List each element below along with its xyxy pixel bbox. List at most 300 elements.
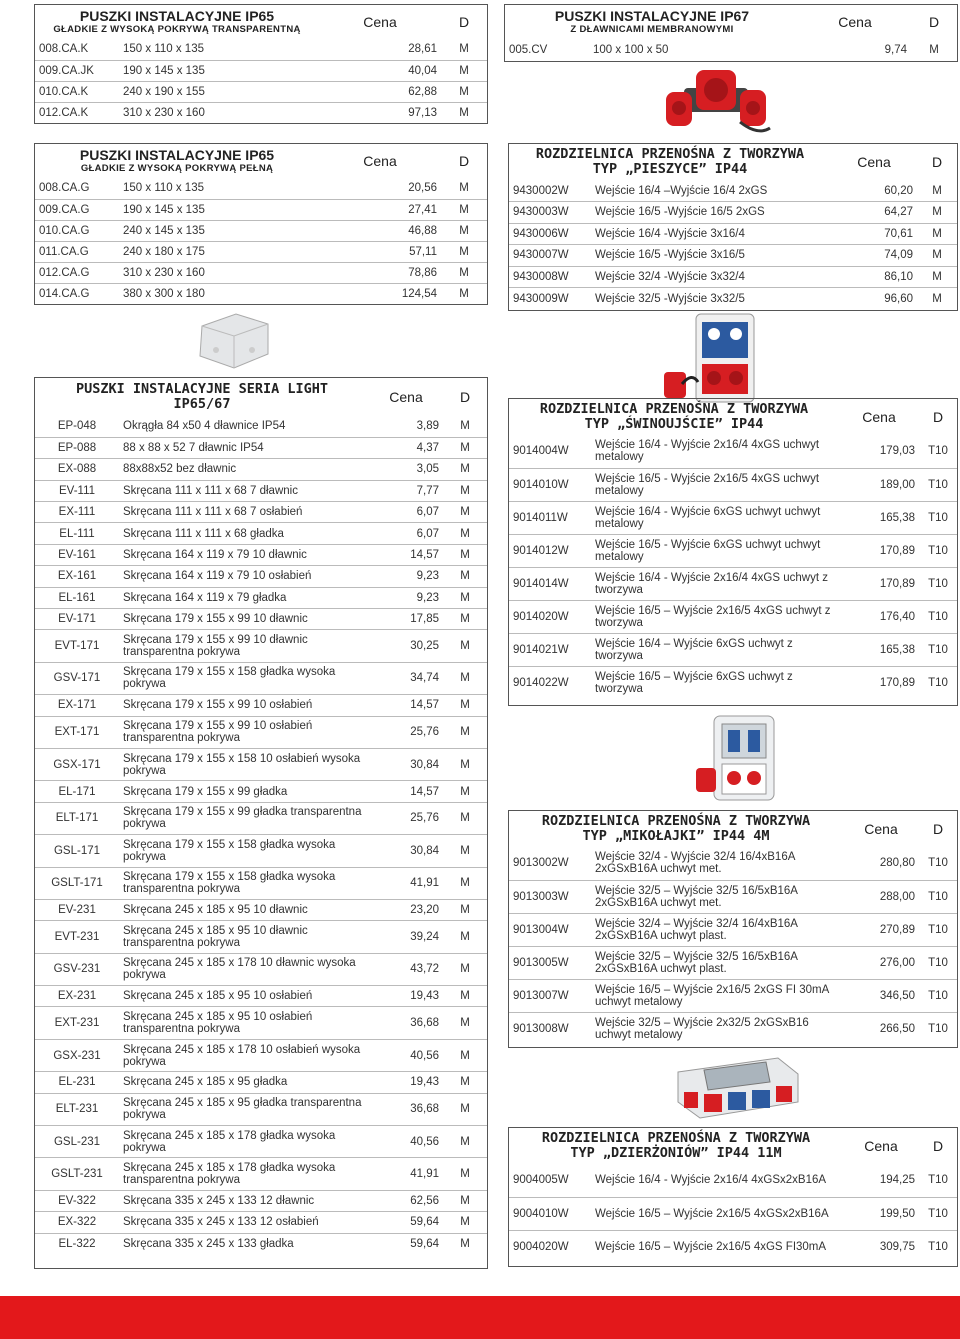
table-row xyxy=(35,899,487,920)
table-row xyxy=(35,1233,487,1254)
product-description: Skręcana 245 x 185 x 178 gładka wysoka pokrywa xyxy=(119,1126,369,1158)
product-unit: T10 xyxy=(919,979,957,1012)
product-unit: M xyxy=(443,1158,487,1190)
product-unit: M xyxy=(443,1007,487,1039)
table-row xyxy=(35,1039,487,1071)
product-code: 9430006W xyxy=(509,223,591,245)
product-unit: M xyxy=(441,60,487,81)
product-code: 012.CA.K xyxy=(39,106,89,119)
product-code: 9013005W xyxy=(509,946,591,979)
table-row xyxy=(35,748,487,780)
product-unit: M xyxy=(443,566,487,587)
product-description: Wejście 32/5 – Wyjście 32/5 16/5xB16A 2xGSxB16A uchwyt plast. xyxy=(591,946,843,979)
footer-accent-bar xyxy=(0,1296,960,1339)
product-code: 9013004W xyxy=(509,913,591,946)
table-row xyxy=(35,867,487,899)
product-description: Wejście 32/5 – Wyjście 32/5 16/5xB16A 2xGSxB16A uchwyt met. xyxy=(591,880,843,913)
product-price: 346,50 xyxy=(843,979,919,1012)
table-row xyxy=(35,283,487,304)
product-unit: M xyxy=(929,43,939,56)
product-code: EV-231 xyxy=(35,899,119,920)
table-row xyxy=(509,501,957,534)
product-code: 9004010W xyxy=(509,1197,591,1230)
product-unit: M xyxy=(443,802,487,834)
product-price: 124,54 xyxy=(401,287,437,300)
table-row xyxy=(509,534,957,567)
table-seria-light xyxy=(34,377,488,1269)
table-title-type: TYP „PIESZYCE” IP44 xyxy=(592,161,748,177)
product-code: ELT-231 xyxy=(35,1093,119,1125)
product-description: Skręcana 164 x 119 x 79 gładka xyxy=(119,587,369,608)
product-unit: M xyxy=(917,245,957,267)
product-code: GSLT-171 xyxy=(35,867,119,899)
product-price: 62,88 xyxy=(319,81,441,102)
product-price: 165,38 xyxy=(839,501,919,534)
product-description: Wejście 32/4 - Wyjście 32/4 16/4xB16A 2xGSxB16A uchwyt met. xyxy=(591,847,843,880)
product-price: 9,23 xyxy=(369,587,443,608)
product-unit: T10 xyxy=(919,633,957,666)
product-price: 27,41 xyxy=(319,199,441,220)
product-unit: M xyxy=(443,502,487,523)
table-row xyxy=(509,1012,957,1045)
table-row xyxy=(35,921,487,953)
table-subtitle: Z DŁAWNICAMI MEMBRANOWYMI xyxy=(570,23,734,35)
product-price: 170,89 xyxy=(879,676,915,689)
product-price: 4,37 xyxy=(369,437,443,458)
product-unit: M xyxy=(441,220,487,241)
product-unit: M xyxy=(441,178,487,199)
table-row xyxy=(35,1190,487,1211)
table-row xyxy=(35,662,487,694)
table-title: ROZDZIELNICA PRZENOŚNA Z TWORZYWA xyxy=(535,146,805,162)
product-price: 70,61 xyxy=(831,223,917,245)
product-code: 9430008W xyxy=(509,266,591,288)
product-description: Wejście 16/4 -Wyjście 3x16/4 xyxy=(591,223,831,245)
product-price: 14,57 xyxy=(369,781,443,802)
product-description: Wejście 16/4 - Wyjście 2x16/4 4xGS uchwyt z tworzywa xyxy=(591,567,839,600)
product-description: Skręcana 245 x 185 x 178 gładka wysoka transparentna pokrywa xyxy=(119,1158,369,1190)
product-code: 9430003W xyxy=(509,202,591,224)
table-row xyxy=(35,716,487,748)
header-d: D xyxy=(932,821,944,837)
product-description: Wejście 16/5 -Wyjście 3x16/5 xyxy=(591,245,831,267)
table-title: PUSZKI INSTALACYJNE IP65 xyxy=(79,146,275,163)
table-swinoujscie xyxy=(508,398,958,706)
table-row xyxy=(509,847,957,880)
product-description: Wejście 16/5 - Wyjście 2x16/5 4xGS uchwyt metalowy xyxy=(591,468,839,501)
product-code: 005.CV xyxy=(509,43,548,56)
product-unit: M xyxy=(443,835,487,867)
product-price: 288,00 xyxy=(843,880,919,913)
product-unit: M xyxy=(443,748,487,780)
product-code: 9014021W xyxy=(509,633,591,666)
product-description: Skręcana 245 x 185 x 95 10 osłabień xyxy=(119,986,369,1007)
product-code: EL-171 xyxy=(35,781,119,802)
product-unit: T10 xyxy=(919,567,957,600)
table-ip65-solid xyxy=(34,143,488,305)
header-d: D xyxy=(458,153,470,169)
product-price: 189,00 xyxy=(839,468,919,501)
table-row xyxy=(509,245,957,267)
product-code: EX-171 xyxy=(35,695,119,716)
product-description: Skręcana 179 x 155 x 158 10 osłabień wysoka pokrywa xyxy=(119,748,369,780)
product-price: 3,05 xyxy=(369,459,443,480)
product-code: 9013007W xyxy=(509,979,591,1012)
junction-box-photo xyxy=(196,310,272,374)
header-d: D xyxy=(931,154,943,170)
product-description: Skręcana 179 x 155 x 99 gładka xyxy=(119,781,369,802)
product-code: GSV-231 xyxy=(35,953,119,985)
table-row xyxy=(35,695,487,716)
product-code: EL-111 xyxy=(35,523,119,544)
product-unit: M xyxy=(443,416,487,437)
product-code: 009.CA.JK xyxy=(35,60,119,81)
table-row xyxy=(509,266,957,288)
product-code: EP-088 xyxy=(35,437,119,458)
product-price: 40,04 xyxy=(319,60,441,81)
product-code: 9430009W xyxy=(513,292,569,305)
product-price: 34,74 xyxy=(369,662,443,694)
product-code: 9004005W xyxy=(509,1164,591,1197)
table-row xyxy=(35,1212,487,1233)
product-unit: M xyxy=(443,523,487,544)
header-d: D xyxy=(932,1138,944,1154)
table-row xyxy=(35,81,487,102)
product-unit: M xyxy=(917,202,957,224)
product-description: Wejście 16/5 - Wyjście 6xGS uchwyt uchwyt metalowy xyxy=(591,534,839,567)
product-price: 280,80 xyxy=(843,847,919,880)
product-code: EV-322 xyxy=(35,1190,119,1211)
product-description: Skręcana 179 x 155 x 99 10 dławnic xyxy=(119,609,369,630)
table-row xyxy=(509,288,957,310)
header-cena: Cena xyxy=(363,153,397,169)
header-cena: Cena xyxy=(389,389,423,405)
product-unit: M xyxy=(443,1072,487,1093)
table-row xyxy=(35,178,487,199)
product-description: Wejście 16/5 – Wyjście 2x16/5 4xGS uchwyt z tworzywa xyxy=(591,600,839,633)
product-code: 9014014W xyxy=(509,567,591,600)
product-unit: M xyxy=(443,1093,487,1125)
product-description: Skręcana 245 x 185 x 95 10 osłabień transparentna pokrywa xyxy=(119,1007,369,1039)
product-unit: T10 xyxy=(919,913,957,946)
product-price: 20,56 xyxy=(319,178,441,199)
product-price: 86,10 xyxy=(831,266,917,288)
table-row xyxy=(35,220,487,241)
product-unit: T10 xyxy=(919,946,957,979)
product-unit: T10 xyxy=(919,847,957,880)
product-code: EXT-171 xyxy=(35,716,119,748)
product-description: Skręcana 111 x 111 x 68 gładka xyxy=(119,523,369,544)
product-price: 165,38 xyxy=(839,633,919,666)
table-row xyxy=(35,566,487,587)
product-description: 310 x 230 x 160 xyxy=(119,262,319,283)
product-price: 30,84 xyxy=(369,835,443,867)
product-price: 23,20 xyxy=(369,899,443,920)
product-code: GSX-171 xyxy=(35,748,119,780)
product-description: Skręcana 245 x 185 x 95 gładka xyxy=(119,1072,369,1093)
table-row xyxy=(35,102,487,123)
product-unit: M xyxy=(443,544,487,565)
table-row xyxy=(35,781,487,802)
product-unit: T10 xyxy=(928,1240,948,1253)
distribution-board-photo xyxy=(674,1052,802,1122)
product-code: 9004020W xyxy=(513,1240,569,1253)
product-unit: T10 xyxy=(919,1164,957,1197)
product-price: 3,89 xyxy=(369,416,443,437)
product-code: EL-161 xyxy=(35,587,119,608)
product-unit: M xyxy=(441,39,487,60)
table-row xyxy=(35,986,487,1007)
product-price: 97,13 xyxy=(408,106,437,119)
product-description: 88x88x52 bez dławnic xyxy=(119,459,369,480)
product-price: 57,11 xyxy=(319,241,441,262)
product-price: 266,50 xyxy=(879,1022,915,1035)
table-row xyxy=(35,262,487,283)
product-price: 30,84 xyxy=(369,748,443,780)
table-row xyxy=(509,468,957,501)
product-description: 150 x 110 x 135 xyxy=(119,178,319,199)
product-code: 9014004W xyxy=(509,435,591,468)
product-description: Skręcana 335 x 245 x 133 gładka xyxy=(123,1238,294,1251)
table-row xyxy=(509,600,957,633)
product-code: 9014011W xyxy=(509,501,591,534)
product-unit: M xyxy=(443,1126,487,1158)
product-code: EL-231 xyxy=(35,1072,119,1093)
table-row xyxy=(35,523,487,544)
product-description: 240 x 190 x 155 xyxy=(119,81,319,102)
product-price: 74,09 xyxy=(831,245,917,267)
table-title: PUSZKI INSTALACYJNE SERIA LIGHT xyxy=(76,381,328,397)
table-row xyxy=(509,666,957,699)
product-unit: M xyxy=(443,1212,487,1233)
product-unit: T10 xyxy=(919,501,957,534)
product-price: 41,91 xyxy=(369,1158,443,1190)
product-code: EX-111 xyxy=(35,502,119,523)
table-row xyxy=(505,39,957,60)
table-row xyxy=(509,946,957,979)
product-unit: M xyxy=(443,921,487,953)
product-price: 46,88 xyxy=(319,220,441,241)
product-code: 008.CA.G xyxy=(35,178,119,199)
product-unit: M xyxy=(443,630,487,662)
product-code: GSL-171 xyxy=(35,835,119,867)
product-price: 7,77 xyxy=(369,480,443,501)
table-subtitle: GŁADKIE Z WYSOKĄ POKRYWĄ TRANSPARENTNĄ xyxy=(53,23,301,35)
table-row xyxy=(35,1158,487,1190)
table-title-type: TYP „MIKOŁAJKI” IP44 4M xyxy=(582,828,770,844)
product-unit: M xyxy=(443,695,487,716)
product-price: 25,76 xyxy=(369,802,443,834)
product-unit: T10 xyxy=(919,880,957,913)
product-description: Skręcana 245 x 185 x 178 10 dławnic wysoka pokrywa xyxy=(119,953,369,985)
product-price: 309,75 xyxy=(879,1240,915,1253)
product-price: 36,68 xyxy=(369,1007,443,1039)
product-unit: T10 xyxy=(919,435,957,468)
product-unit: M xyxy=(443,609,487,630)
table-row xyxy=(509,633,957,666)
product-unit: M xyxy=(443,716,487,748)
product-code: EX-231 xyxy=(35,986,119,1007)
table-row xyxy=(35,437,487,458)
portable-distributor-photo xyxy=(662,312,768,406)
product-description: Skręcana 245 x 185 x 178 10 osłabień wysoka pokrywa xyxy=(119,1039,369,1071)
product-description: Wejście 16/5 -Wyjście 16/5 2xGS xyxy=(591,202,831,224)
table-title: PUSZKI INSTALACYJNE IP67 xyxy=(554,7,750,24)
product-description: Wejście 32/5 -Wyjście 3x32/5 xyxy=(595,292,745,305)
product-unit: T10 xyxy=(919,534,957,567)
product-description: Skręcana 111 x 111 x 68 7 osłabień xyxy=(119,502,369,523)
product-price: 41,91 xyxy=(369,867,443,899)
product-price: 176,40 xyxy=(839,600,919,633)
product-unit: M xyxy=(917,180,957,202)
product-unit: M xyxy=(443,867,487,899)
product-price: 170,89 xyxy=(839,567,919,600)
product-description: Wejście 16/5 – Wyjście 2x16/5 4xGSx2xB16A xyxy=(591,1197,843,1230)
product-unit: T10 xyxy=(928,676,948,689)
product-price: 6,07 xyxy=(369,523,443,544)
product-code: EL-322 xyxy=(58,1238,96,1251)
product-price: 17,85 xyxy=(369,609,443,630)
header-cena: Cena xyxy=(862,409,896,425)
product-description: Wejście 32/4 -Wyjście 3x32/4 xyxy=(591,266,831,288)
product-price: 14,57 xyxy=(369,695,443,716)
product-code: 9014022W xyxy=(513,676,569,689)
product-unit: M xyxy=(932,292,942,305)
header-d: D xyxy=(458,14,470,30)
product-price: 78,86 xyxy=(319,262,441,283)
product-price: 62,56 xyxy=(369,1190,443,1211)
product-price: 14,57 xyxy=(369,544,443,565)
product-description: Skręcana 179 x 155 x 99 10 osłabień xyxy=(119,695,369,716)
product-code: GSLT-231 xyxy=(35,1158,119,1190)
product-unit: M xyxy=(443,986,487,1007)
table-row xyxy=(509,435,957,468)
product-price: 59,64 xyxy=(410,1238,439,1251)
table-row xyxy=(509,1197,957,1230)
table-title: ROZDZIELNICA PRZENOŚNA Z TWORZYWA xyxy=(539,401,809,417)
product-code: EP-048 xyxy=(35,416,119,437)
product-code: EVT-231 xyxy=(35,921,119,953)
table-row xyxy=(509,202,957,224)
product-code: 009.CA.G xyxy=(35,199,119,220)
header-d: D xyxy=(459,389,471,405)
product-description: Skręcana 179 x 155 x 158 gładka wysoka transparentna pokrywa xyxy=(119,867,369,899)
socket-distributor-photo xyxy=(662,62,772,138)
product-description: 88 x 88 x 52 7 dławnic IP54 xyxy=(119,437,369,458)
product-price: 60,20 xyxy=(831,180,917,202)
product-description: Wejście 16/5 – Wyjście 2x16/5 2xGS FI 30mA uchwyt metalowy xyxy=(591,979,843,1012)
product-description: Skręcana 179 x 155 x 158 gładka wysoka pokrywa xyxy=(119,835,369,867)
product-description: Skręcana 179 x 155 x 158 gładka wysoka pokrywa xyxy=(119,662,369,694)
product-unit: T10 xyxy=(919,1197,957,1230)
product-code: 9013003W xyxy=(509,880,591,913)
product-description: 100 x 100 x 50 xyxy=(593,43,669,56)
product-description: Wejście 16/4 – Wyjście 6xGS uchwyt z tworzywa xyxy=(591,633,839,666)
table-row xyxy=(35,1007,487,1039)
product-code: EV-171 xyxy=(35,609,119,630)
product-unit: M xyxy=(443,437,487,458)
product-unit: M xyxy=(443,781,487,802)
table-row xyxy=(35,835,487,867)
product-price: 59,64 xyxy=(369,1212,443,1233)
table-row xyxy=(35,480,487,501)
table-row xyxy=(35,609,487,630)
product-code: EV-161 xyxy=(35,544,119,565)
header-d: D xyxy=(928,14,940,30)
product-price: 9,23 xyxy=(369,566,443,587)
product-unit: M xyxy=(441,262,487,283)
table-row xyxy=(35,60,487,81)
header-cena: Cena xyxy=(363,14,397,30)
product-code: EX-322 xyxy=(35,1212,119,1233)
product-price: 43,72 xyxy=(369,953,443,985)
table-subtitle: GŁADKIE Z WYSOKĄ POKRYWĄ PEŁNĄ xyxy=(80,162,274,174)
product-unit: T10 xyxy=(928,1022,948,1035)
product-description: Skręcana 335 x 245 x 133 12 dławnic xyxy=(119,1190,369,1211)
product-unit: M xyxy=(459,287,469,300)
header-cena: Cena xyxy=(864,1138,898,1154)
table-row xyxy=(509,223,957,245)
product-code: 9014020W xyxy=(509,600,591,633)
product-unit: M xyxy=(443,587,487,608)
table-row xyxy=(35,1072,487,1093)
product-code: 9014010W xyxy=(509,468,591,501)
product-description: 380 x 300 x 180 xyxy=(123,287,205,300)
product-price: 199,50 xyxy=(843,1197,919,1230)
table-pieszyce xyxy=(508,143,958,311)
product-unit: M xyxy=(441,199,487,220)
product-code: 9013002W xyxy=(509,847,591,880)
product-description: Skręcana 245 x 185 x 95 10 dławnic xyxy=(119,899,369,920)
product-unit: M xyxy=(460,1238,470,1251)
product-price: 9,74 xyxy=(884,43,907,56)
product-description: Skręcana 179 x 155 x 99 gładka transparentna pokrywa xyxy=(119,802,369,834)
product-unit: M xyxy=(443,953,487,985)
table-title: ROZDZIELNICA PRZENOŚNA Z TWORZYWA xyxy=(541,813,811,829)
table-row xyxy=(35,953,487,985)
table-row xyxy=(35,587,487,608)
table-row xyxy=(509,880,957,913)
table-row xyxy=(35,502,487,523)
product-unit: M xyxy=(443,1039,487,1071)
table-mikolajki xyxy=(508,810,958,1048)
product-code: EXT-231 xyxy=(35,1007,119,1039)
product-code: 008.CA.K xyxy=(35,39,119,60)
table-row xyxy=(35,199,487,220)
product-description: Wejście 32/5 – Wyjście 2x32/5 2xGSxB16 uchwyt metalowy xyxy=(595,1016,809,1041)
product-description: Skręcana 111 x 111 x 68 7 dławnic xyxy=(119,480,369,501)
product-code: 012.CA.G xyxy=(35,262,119,283)
product-code: EX-088 xyxy=(35,459,119,480)
product-code: GSX-231 xyxy=(35,1039,119,1071)
product-description: Wejście 16/5 – Wyjście 2x16/5 4xGS FI30mA xyxy=(595,1240,827,1253)
product-description: Wejście 16/5 – Wyjście 6xGS uchwyt z tworzywa xyxy=(595,670,793,695)
product-code: 010.CA.G xyxy=(35,220,119,241)
product-description: Skręcana 179 x 155 x 99 10 dławnic transparentna pokrywa xyxy=(119,630,369,662)
product-code: 9013008W xyxy=(513,1022,569,1035)
product-price: 19,43 xyxy=(369,1072,443,1093)
product-description: 310 x 230 x 160 xyxy=(123,106,205,119)
product-description: 240 x 145 x 135 xyxy=(119,220,319,241)
product-description: Skręcana 164 x 119 x 79 10 osłabień xyxy=(119,566,369,587)
product-description: Wejście 32/4 – Wyjście 32/4 16/4xB16A 2xGSxB16A uchwyt plast. xyxy=(591,913,843,946)
product-price: 25,76 xyxy=(369,716,443,748)
product-description: 150 x 110 x 135 xyxy=(119,39,319,60)
product-price: 40,56 xyxy=(369,1126,443,1158)
table-row xyxy=(35,459,487,480)
table-row xyxy=(509,567,957,600)
product-unit: M xyxy=(441,81,487,102)
